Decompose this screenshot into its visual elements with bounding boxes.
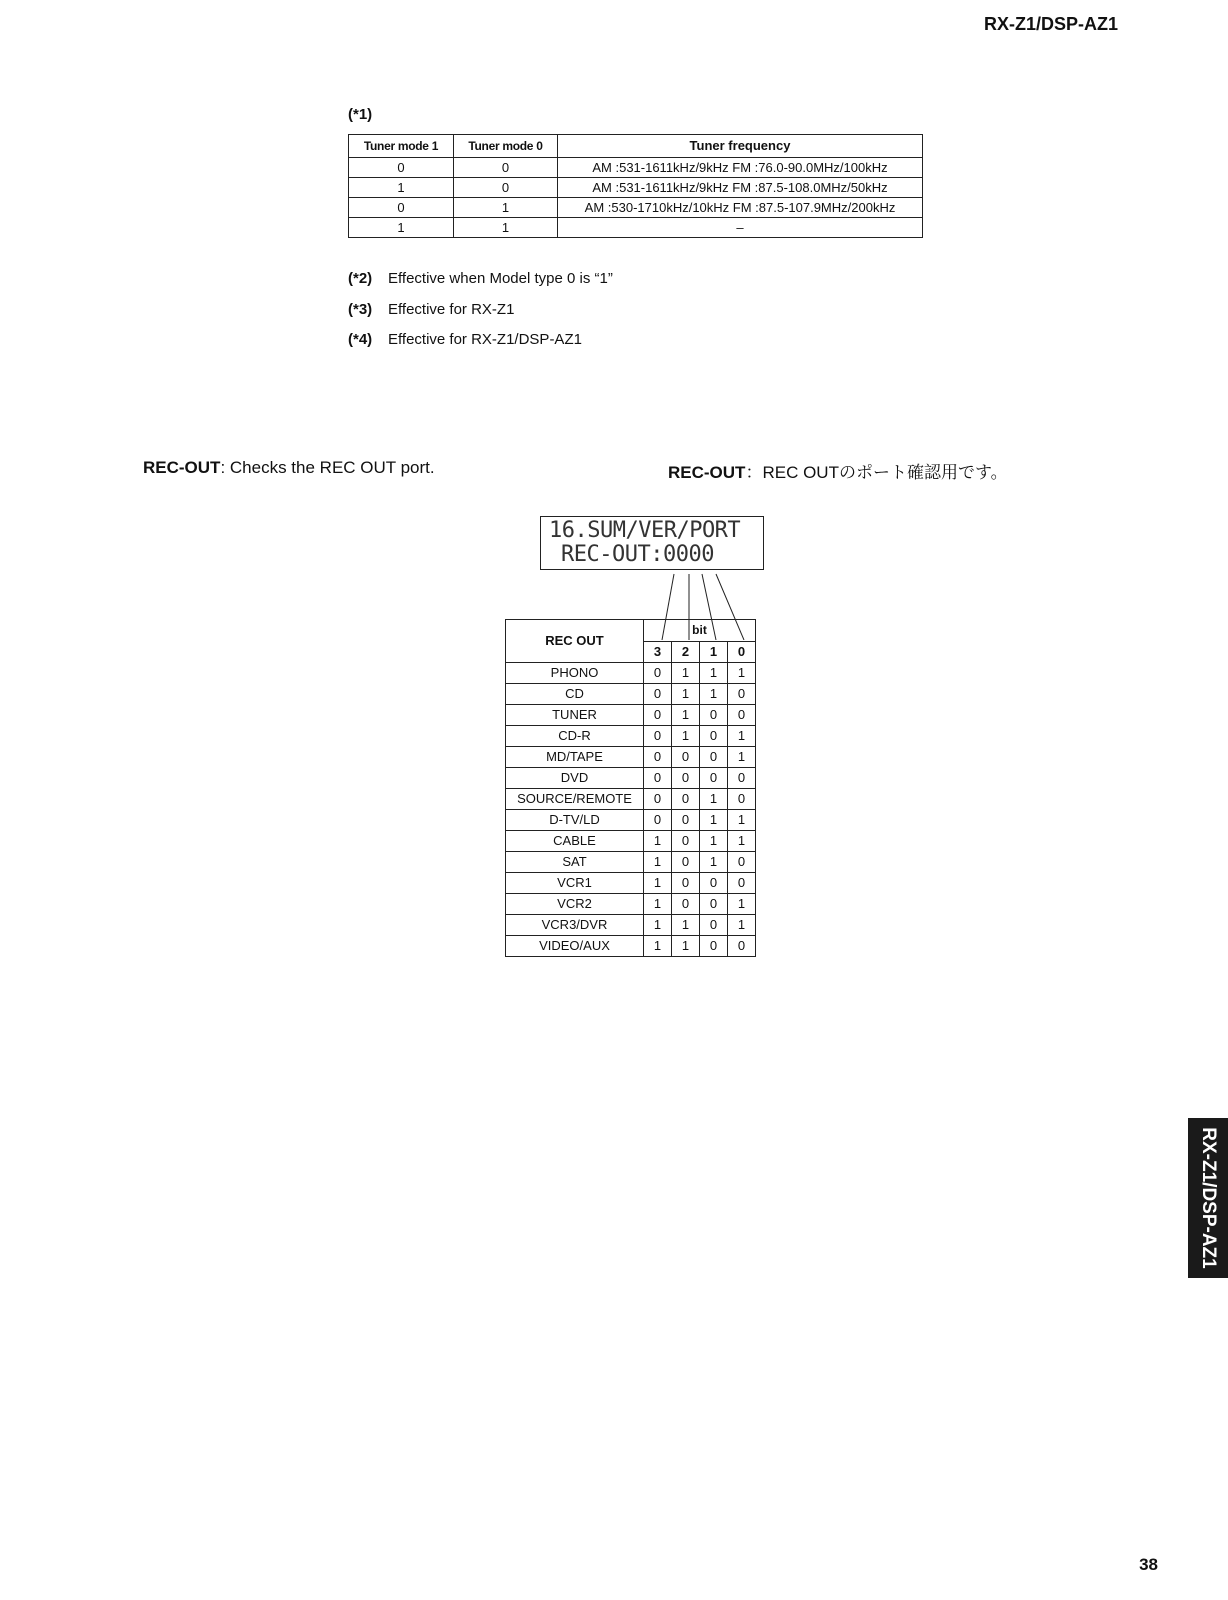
bit-label: bit bbox=[690, 620, 709, 641]
bit-cell: 0 bbox=[700, 873, 728, 894]
table-cell: 0 bbox=[349, 158, 454, 178]
bit-cell: 0 bbox=[672, 894, 700, 915]
footnote-3 bbox=[348, 301, 514, 318]
source-cell: CD bbox=[506, 684, 644, 705]
bit-cell: 0 bbox=[672, 789, 700, 810]
bit-cell: 1 bbox=[700, 684, 728, 705]
col-header-tuner-mode-1: Tuner mode 1 bbox=[349, 135, 454, 158]
bit-cell: 0 bbox=[672, 810, 700, 831]
table-row bbox=[349, 218, 923, 238]
bit-cell: 0 bbox=[728, 852, 756, 873]
bit-cell: 1 bbox=[644, 873, 672, 894]
bit-cell: 0 bbox=[728, 936, 756, 957]
bit-cell: 0 bbox=[700, 726, 728, 747]
bit-cell: 0 bbox=[644, 705, 672, 726]
footnote-2 bbox=[348, 270, 613, 287]
table-row bbox=[506, 726, 756, 747]
recout-text-jp: ：REC OUTのポート確認用です。 bbox=[745, 463, 1008, 482]
bit-cell: 0 bbox=[644, 789, 672, 810]
page-number: 38 bbox=[1139, 1555, 1158, 1574]
table-row bbox=[349, 158, 923, 178]
bit-cell: 1 bbox=[644, 894, 672, 915]
source-cell: SOURCE/REMOTE bbox=[506, 789, 644, 810]
bit-cell: 1 bbox=[644, 831, 672, 852]
bit-cell: 0 bbox=[672, 873, 700, 894]
bit-cell: 1 bbox=[728, 747, 756, 768]
table-cell: 1 bbox=[454, 198, 558, 218]
bit-cell: 1 bbox=[672, 705, 700, 726]
table-row bbox=[349, 198, 923, 218]
source-cell: VIDEO/AUX bbox=[506, 936, 644, 957]
footnote-ref: (*4) bbox=[348, 331, 373, 348]
table-row bbox=[506, 915, 756, 936]
table-header-row bbox=[349, 135, 923, 158]
table-cell: – bbox=[558, 218, 923, 238]
bit-cell: 1 bbox=[700, 789, 728, 810]
source-cell: VCR1 bbox=[506, 873, 644, 894]
recout-description-en bbox=[143, 458, 435, 478]
lcd-display bbox=[540, 516, 764, 570]
footnote-ref: (*2) bbox=[348, 270, 373, 287]
lcd-line-2: REC-OUT:0000 bbox=[561, 542, 714, 567]
table-row bbox=[506, 663, 756, 684]
bit-cell: 1 bbox=[672, 663, 700, 684]
bit-cell: 1 bbox=[672, 684, 700, 705]
table-row bbox=[506, 936, 756, 957]
bit-header: 3 bbox=[644, 642, 672, 663]
bit-cell: 1 bbox=[700, 831, 728, 852]
source-cell: MD/TAPE bbox=[506, 747, 644, 768]
table-row bbox=[506, 747, 756, 768]
bit-cell: 0 bbox=[644, 684, 672, 705]
bit-cell: 0 bbox=[700, 768, 728, 789]
bit-cell: 1 bbox=[700, 810, 728, 831]
bit-cell: 0 bbox=[728, 873, 756, 894]
bit-cell: 0 bbox=[700, 705, 728, 726]
recout-header: REC OUT bbox=[506, 620, 644, 663]
bit-cell: 0 bbox=[700, 894, 728, 915]
table-cell: AM :531-1611kHz/9kHz FM :76.0-90.0MHz/100kHz bbox=[558, 158, 923, 178]
footnote-ref: (*3) bbox=[348, 301, 373, 318]
source-cell: VCR2 bbox=[506, 894, 644, 915]
bit-cell: 0 bbox=[728, 768, 756, 789]
table-cell: 0 bbox=[454, 158, 558, 178]
table-cell: 1 bbox=[349, 178, 454, 198]
bit-cell: 0 bbox=[644, 726, 672, 747]
table-cell: 0 bbox=[454, 178, 558, 198]
bit-cell: 0 bbox=[644, 663, 672, 684]
bit-cell: 1 bbox=[728, 726, 756, 747]
bit-cell: 0 bbox=[728, 789, 756, 810]
bit-cell: 1 bbox=[728, 831, 756, 852]
table-cell: 1 bbox=[349, 218, 454, 238]
bit-cell: 0 bbox=[700, 936, 728, 957]
recout-text: : Checks the REC OUT port. bbox=[220, 458, 435, 477]
source-cell: CABLE bbox=[506, 831, 644, 852]
table-cell: AM :531-1611kHz/9kHz FM :87.5-108.0MHz/50kHz bbox=[558, 178, 923, 198]
source-cell: DVD bbox=[506, 768, 644, 789]
tuner-mode-table bbox=[348, 134, 923, 238]
lcd-line-1: 16.SUM/VER/PORT bbox=[549, 518, 741, 543]
bit-cell: 1 bbox=[700, 663, 728, 684]
source-cell: CD-R bbox=[506, 726, 644, 747]
source-cell: TUNER bbox=[506, 705, 644, 726]
col-header-tuner-frequency: Tuner frequency bbox=[558, 135, 923, 158]
bit-header: 1 bbox=[700, 642, 728, 663]
bit-cell: 0 bbox=[700, 915, 728, 936]
footnote-4 bbox=[348, 331, 582, 348]
table-cell: AM :530-1710kHz/10kHz FM :87.5-107.9MHz/200kHz bbox=[558, 198, 923, 218]
bit-cell: 0 bbox=[644, 810, 672, 831]
footnote-text: Effective when Model type 0 is “1” bbox=[388, 270, 613, 287]
side-tab-label: RX-Z1/DSP-AZ1 bbox=[1198, 1127, 1219, 1269]
bit-header: 2 bbox=[672, 642, 700, 663]
table-row bbox=[506, 831, 756, 852]
footnote-text: Effective for RX-Z1 bbox=[388, 301, 515, 318]
table-row bbox=[506, 873, 756, 894]
table-row bbox=[506, 768, 756, 789]
bit-cell: 1 bbox=[644, 915, 672, 936]
table-row bbox=[506, 705, 756, 726]
table-row bbox=[349, 178, 923, 198]
table-row bbox=[506, 789, 756, 810]
table-cell: 0 bbox=[349, 198, 454, 218]
note1-label: (*1) bbox=[348, 106, 373, 123]
bit-cell: 0 bbox=[672, 831, 700, 852]
bit-cell: 1 bbox=[644, 852, 672, 873]
bit-cell: 0 bbox=[672, 768, 700, 789]
col-header-tuner-mode-0: Tuner mode 0 bbox=[454, 135, 558, 158]
bit-label-cell bbox=[644, 620, 756, 642]
bit-cell: 0 bbox=[644, 747, 672, 768]
bit-cell: 0 bbox=[700, 747, 728, 768]
recout-term: REC-OUT bbox=[143, 458, 221, 477]
source-cell: SAT bbox=[506, 852, 644, 873]
bit-cell: 0 bbox=[644, 768, 672, 789]
bit-cell: 1 bbox=[728, 663, 756, 684]
bit-cell: 1 bbox=[728, 810, 756, 831]
bit-cell: 1 bbox=[672, 915, 700, 936]
table-row bbox=[506, 852, 756, 873]
source-cell: D-TV/LD bbox=[506, 810, 644, 831]
footnote-text: Effective for RX-Z1/DSP-AZ1 bbox=[388, 331, 582, 348]
bit-header: 0 bbox=[728, 642, 756, 663]
source-cell: VCR3/DVR bbox=[506, 915, 644, 936]
table-row bbox=[506, 894, 756, 915]
table-row bbox=[506, 684, 756, 705]
bit-cell: 1 bbox=[700, 852, 728, 873]
bit-cell: 0 bbox=[672, 747, 700, 768]
recout-bit-table bbox=[505, 619, 756, 957]
bit-cell: 1 bbox=[728, 915, 756, 936]
bit-cell: 1 bbox=[672, 936, 700, 957]
bit-cell: 0 bbox=[672, 852, 700, 873]
recout-description-jp bbox=[668, 458, 1008, 483]
table-cell: 1 bbox=[454, 218, 558, 238]
bit-cell: 1 bbox=[728, 894, 756, 915]
table-header-row bbox=[506, 620, 756, 642]
bit-cell: 1 bbox=[672, 726, 700, 747]
bit-cell: 1 bbox=[644, 936, 672, 957]
source-cell: PHONO bbox=[506, 663, 644, 684]
bit-cell: 0 bbox=[728, 684, 756, 705]
table-row bbox=[506, 810, 756, 831]
recout-term-jp: REC-OUT bbox=[668, 463, 746, 482]
side-tab bbox=[1188, 1118, 1228, 1278]
header-model: RX-Z1/DSP-AZ1 bbox=[983, 14, 1118, 34]
recout-table-body bbox=[506, 663, 756, 957]
bit-cell: 0 bbox=[728, 705, 756, 726]
